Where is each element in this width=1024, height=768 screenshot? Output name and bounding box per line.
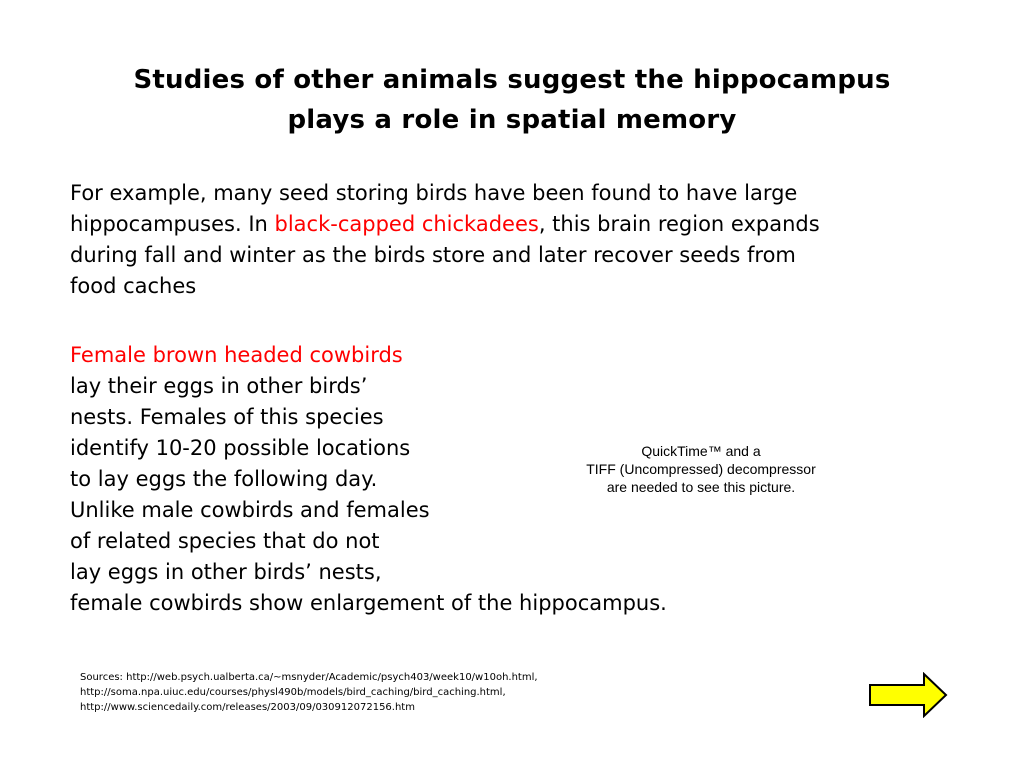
right-arrow-icon [868,672,948,718]
chickadee-paragraph-line-2 [70,209,950,240]
chickadee-paragraph-line-3: during fall and winter as the birds store and later recover seeds from [70,243,796,267]
cowbird-paragraph-line-3: identify 10-20 possible locations [70,436,411,460]
sources-line-2: http://soma.npa.uiuc.edu/courses/physl490b/models/bird_caching/bird_caching.html, [80,687,506,698]
quicktime-placeholder-line-1: QuickTime™ and a [641,443,761,459]
cowbird-paragraph-line-4: to lay eggs the following day. [70,467,378,491]
slide-title-line-1: Studies of other animals suggest the hippocampus [133,65,891,95]
cowbird-paragraph-line-6: of related species that do not [70,529,380,553]
cowbird-paragraph-line-2: nests. Females of this species [70,405,384,429]
slide-title-line-2: plays a role in spatial memory [287,105,737,135]
chickadee-paragraph-line-1: For example, many seed storing birds have been found to have large [70,181,798,205]
chickadee-paragraph [70,178,950,302]
chickadee-highlight: black-capped chickadees [274,212,539,236]
cowbird-highlight: Female brown headed cowbirds [70,343,403,367]
chickadee-line-2-prefix: hippocampuses. In [70,212,275,236]
quicktime-placeholder-line-3: are needed to see this picture. [606,479,796,495]
cowbird-paragraph-line-1: lay their eggs in other birds’ [70,374,368,398]
slide-title [40,60,984,140]
next-slide-button[interactable] [868,672,948,718]
cowbird-paragraph-line-8: female cowbirds show enlargement of the hippocampus. [70,591,667,615]
sources-line-1: Sources: http://web.psych.ualberta.ca/~msnyder/Academic/psych403/week10/w10oh.html, [80,672,538,683]
right-arrow-shape [870,674,946,716]
quicktime-image-placeholder [556,442,846,496]
chickadee-paragraph-line-4: food caches [70,274,197,298]
sources-footnote [80,670,840,715]
cowbird-paragraph-line-7: lay eggs in other birds’ nests, [70,560,382,584]
sources-line-3: http://www.sciencedaily.com/releases/2003/09/030912072156.htm [80,702,415,713]
cowbird-paragraph-line-5: Unlike male cowbirds and females [70,498,430,522]
chickadee-line-2-suffix: , this brain region expands [538,212,820,236]
quicktime-placeholder-line-2: TIFF (Uncompressed) decompressor [586,461,816,477]
